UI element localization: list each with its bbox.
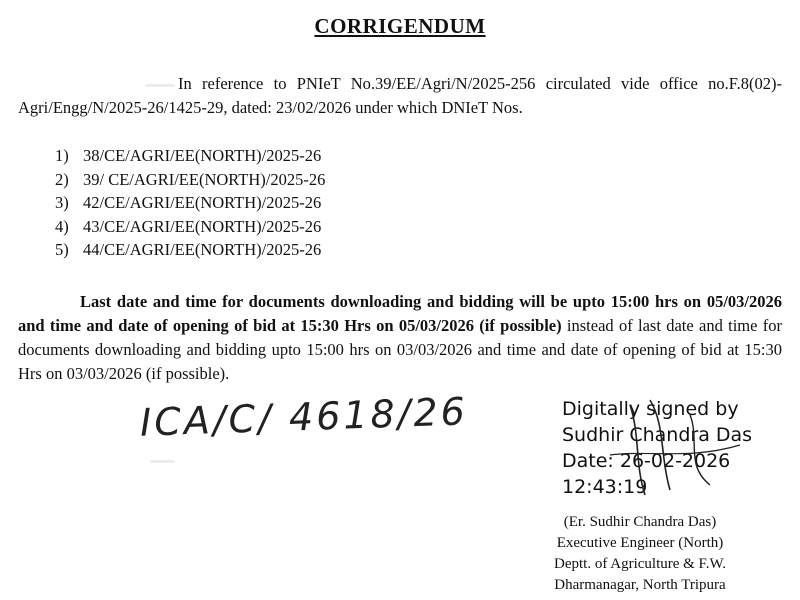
list-text: 39/ CE/AGRI/EE(NORTH)/2025-26 (83, 169, 326, 189)
list-number: 2) (55, 169, 69, 189)
signatory-name: (Er. Sudhir Chandra Das) (563, 514, 717, 530)
date-change-rest: instead of last date and time for documents downloading and bidding upto 15:00 hrs on 03/03/2026 and time and date of opening of bid at 15:30 Hrs on 03/03/2026 (if possible). (18, 316, 782, 383)
signatory-department: Deptt. of Agriculture & F.W. (554, 556, 726, 572)
date-change-paragraph (18, 290, 782, 386)
list-number: 4) (55, 216, 69, 236)
date-change-bold: Last date and time for documents downloading and bidding will be upto 15:00 hrs on 05/03/2026 and time and date of opening of bid at 15:30 Hrs on 05/03/2026 (if possible) (18, 292, 782, 335)
dniet-list (55, 144, 325, 262)
digital-signature-line: 12:43:19 (562, 476, 648, 498)
list-number: 5) (55, 240, 69, 259)
signatory-designation: Executive Engineer (North) (556, 535, 724, 551)
digital-signature-line: Sudhir Chandra Das (562, 424, 753, 446)
signature-scribble (590, 395, 760, 505)
list-item (55, 215, 325, 239)
document-title: CORRIGENDUM (314, 14, 486, 38)
handwritten-reference: ICA/C/ 4618/26 (139, 389, 469, 445)
list-text: 42/CE/AGRI/EE(NORTH)/2025-26 (83, 193, 322, 212)
list-number: 1) (55, 146, 69, 165)
list-item (55, 168, 325, 192)
digital-signature-line: Digitally signed by (562, 398, 739, 420)
list-number: 3) (55, 193, 69, 212)
list-item (55, 238, 325, 262)
list-item (55, 191, 325, 215)
list-text: 44/CE/AGRI/EE(NORTH)/2025-26 (83, 240, 322, 259)
digital-signature-line: Date: 26-02-2026 (562, 450, 731, 472)
list-text: 43/CE/AGRI/EE(NORTH)/2025-26 (83, 216, 322, 236)
list-text: 38/CE/AGRI/EE(NORTH)/2025-26 (83, 146, 322, 165)
scan-smudge (150, 460, 175, 463)
list-item (55, 144, 325, 168)
signatory-location: Dharmanagar, North Tripura (554, 577, 726, 593)
reference-paragraph: In reference to PNIeT No.39/EE/Agri/N/2025-256 circulated vide office no.F.8(02)-Agri/Engg/N/2025-26/1425-29, dated: 23/02/2026 under which DNIeT Nos. (18, 74, 782, 117)
signatory-block (520, 512, 760, 596)
